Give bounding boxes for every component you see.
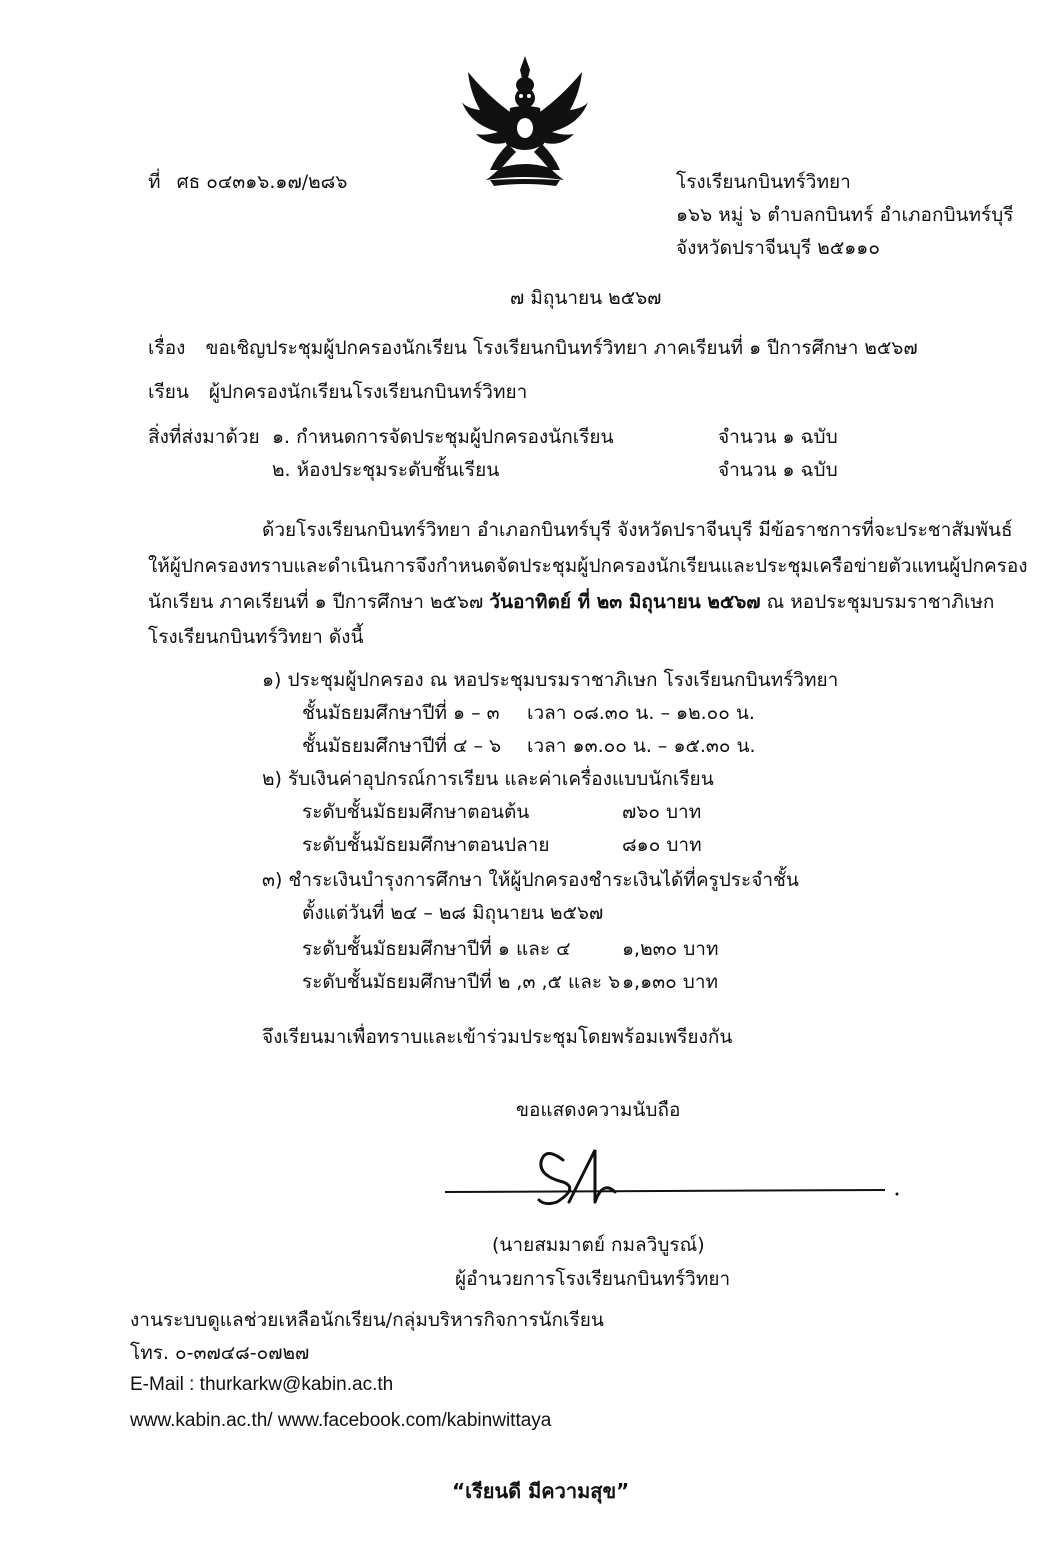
- body-line-4: โรงเรียนกบินทร์วิทยา ดังนี้: [148, 626, 364, 648]
- body-line-1: ด้วยโรงเรียนกบินทร์วิทยา อำเภอกบินทร์บุรี จังหวัดปราจีนบุรี มีข้อราชการที่จะประชาสัมพันธ์: [262, 519, 1013, 541]
- subject-text: ขอเชิญประชุมผู้ปกครองนักเรียน โรงเรียนกบินทร์วิทยา ภาคเรียนที่ ๑ ปีการศึกษา ๒๕๖๗: [205, 337, 918, 359]
- item-3-period: ตั้งแต่วันที่ ๒๔ – ๒๘ มิถุนายน ๒๕๖๗: [302, 902, 604, 924]
- meeting-date-highlight: วันอาทิตย์ ที่ ๒๓ มิถุนายน ๒๕๖๗: [489, 591, 761, 613]
- reference-number: [148, 167, 347, 197]
- handwritten-signature: [445, 1140, 905, 1220]
- item-3-row-2-label: ระดับชั้นมัธยมศึกษาปีที่ ๒ ,๓ ,๕ และ ๖: [302, 971, 621, 993]
- item-2-row-2-amount: ๘๑๐ บาท: [622, 834, 702, 856]
- signer-title: ผู้อำนวยการโรงเรียนกบินทร์วิทยา: [455, 1268, 731, 1290]
- school-address-line2: จังหวัดปราจีนบุรี ๒๕๑๑๐: [676, 237, 880, 259]
- item-3-row-1-amount: ๑,๒๓๐ บาท: [622, 938, 719, 960]
- footer-department: งานระบบดูแลช่วยเหลือนักเรียน/กลุ่มบริหารกิจการนักเรียน: [130, 1309, 604, 1331]
- item-2-row-1-amount: ๗๖๐ บาท: [622, 801, 702, 823]
- item-2-row-1-label: ระดับชั้นมัธยมศึกษาตอนต้น: [302, 801, 530, 823]
- school-motto: “เรียนดี มีความสุข”: [452, 1479, 630, 1503]
- item-1-row-2-label: ชั้นมัธยมศึกษาปีที่ ๔ – ๖: [302, 735, 502, 757]
- body-line-2: ให้ผู้ปกครองทราบและดำเนินการจึงกำหนดจัดประชุมผู้ปกครองนักเรียนและประชุมเครือข่ายตัวแทนผู้ปกครอง: [148, 555, 1028, 577]
- body-line-3-start: นักเรียน ภาคเรียนที่ ๑ ปีการศึกษา ๒๕๖๗: [148, 591, 490, 613]
- footer-phone: โทร. ๐-๓๗๔๘-๐๗๒๗: [130, 1342, 310, 1364]
- letter-date: ๗ มิถุนายน ๒๕๖๗: [510, 287, 662, 309]
- enclosure-item-1: ๑. กำหนดการจัดประชุมผู้ปกครองนักเรียน: [272, 426, 614, 448]
- item-3-row-1-label: ระดับชั้นมัธยมศึกษาปีที่ ๑ และ ๔: [302, 938, 571, 960]
- recipient-line: [148, 377, 527, 407]
- item-1-row-1-label: ชั้นมัธยมศึกษาปีที่ ๑ – ๓: [302, 702, 500, 724]
- closing-regards: ขอแสดงความนับถือ: [516, 1099, 681, 1121]
- item-3-row-2-amount: ๑,๑๓๐ บาท: [622, 971, 719, 993]
- item-2-title: ๒) รับเงินค่าอุปกรณ์การเรียน และค่าเครื่องแบบนักเรียน: [262, 768, 714, 790]
- recipient-label: เรียน: [148, 381, 189, 403]
- signer-name: (นายสมมาตย์ กมลวิบูรณ์): [492, 1234, 705, 1256]
- reference-label: ที่: [148, 171, 161, 193]
- reference-code: ศธ ๐๔๓๑๖.๑๗/๒๘๖: [176, 171, 348, 193]
- school-address-line1: ๑๖๖ หมู่ ๖ ตำบลกบินทร์ อำเภอกบินทร์บุรี: [676, 204, 1014, 226]
- item-1-row-1-time: เวลา ๐๘.๓๐ น. – ๑๒.๐๐ น.: [527, 702, 755, 724]
- footer-website: www.kabin.ac.th/ www.facebook.com/kabinwittaya: [130, 1410, 552, 1431]
- item-2-row-2-label: ระดับชั้นมัธยมศึกษาตอนปลาย: [302, 834, 550, 856]
- item-3-title: ๓) ชำระเงินบำรุงการศึกษา ให้ผู้ปกครองชำระเงินได้ที่ครูประจำชั้น: [262, 869, 799, 891]
- closing-line: จึงเรียนมาเพื่อทราบและเข้าร่วมประชุมโดยพร้อมเพรียงกัน: [262, 1026, 733, 1048]
- footer-email: E-Mail : thurkarkw@kabin.ac.th: [130, 1374, 394, 1395]
- enclosure-item-2: ๒. ห้องประชุมระดับชั้นเรียน: [272, 459, 500, 481]
- body-line-3-end: ณ หอประชุมบรมราชาภิเษก: [760, 591, 995, 613]
- subject-label: เรื่อง: [148, 337, 186, 359]
- garuda-emblem-icon: [460, 52, 590, 192]
- item-1-title: ๑) ประชุมผู้ปกครอง ณ หอประชุมบรมราชาภิเษก โรงเรียนกบินทร์วิทยา: [262, 669, 839, 691]
- body-line-3: [148, 587, 994, 617]
- enclosures-label: สิ่งที่ส่งมาด้วย: [148, 426, 260, 448]
- item-1-row-2-time: เวลา ๑๓.๐๐ น. – ๑๕.๓๐ น.: [527, 735, 756, 757]
- enclosure-qty-2: จำนวน ๑ ฉบับ: [718, 459, 838, 481]
- enclosure-qty-1: จำนวน ๑ ฉบับ: [718, 426, 838, 448]
- school-name: โรงเรียนกบินทร์วิทยา: [676, 171, 851, 193]
- recipient-text: ผู้ปกครองนักเรียนโรงเรียนกบินทร์วิทยา: [208, 381, 528, 403]
- subject-line: [148, 333, 918, 363]
